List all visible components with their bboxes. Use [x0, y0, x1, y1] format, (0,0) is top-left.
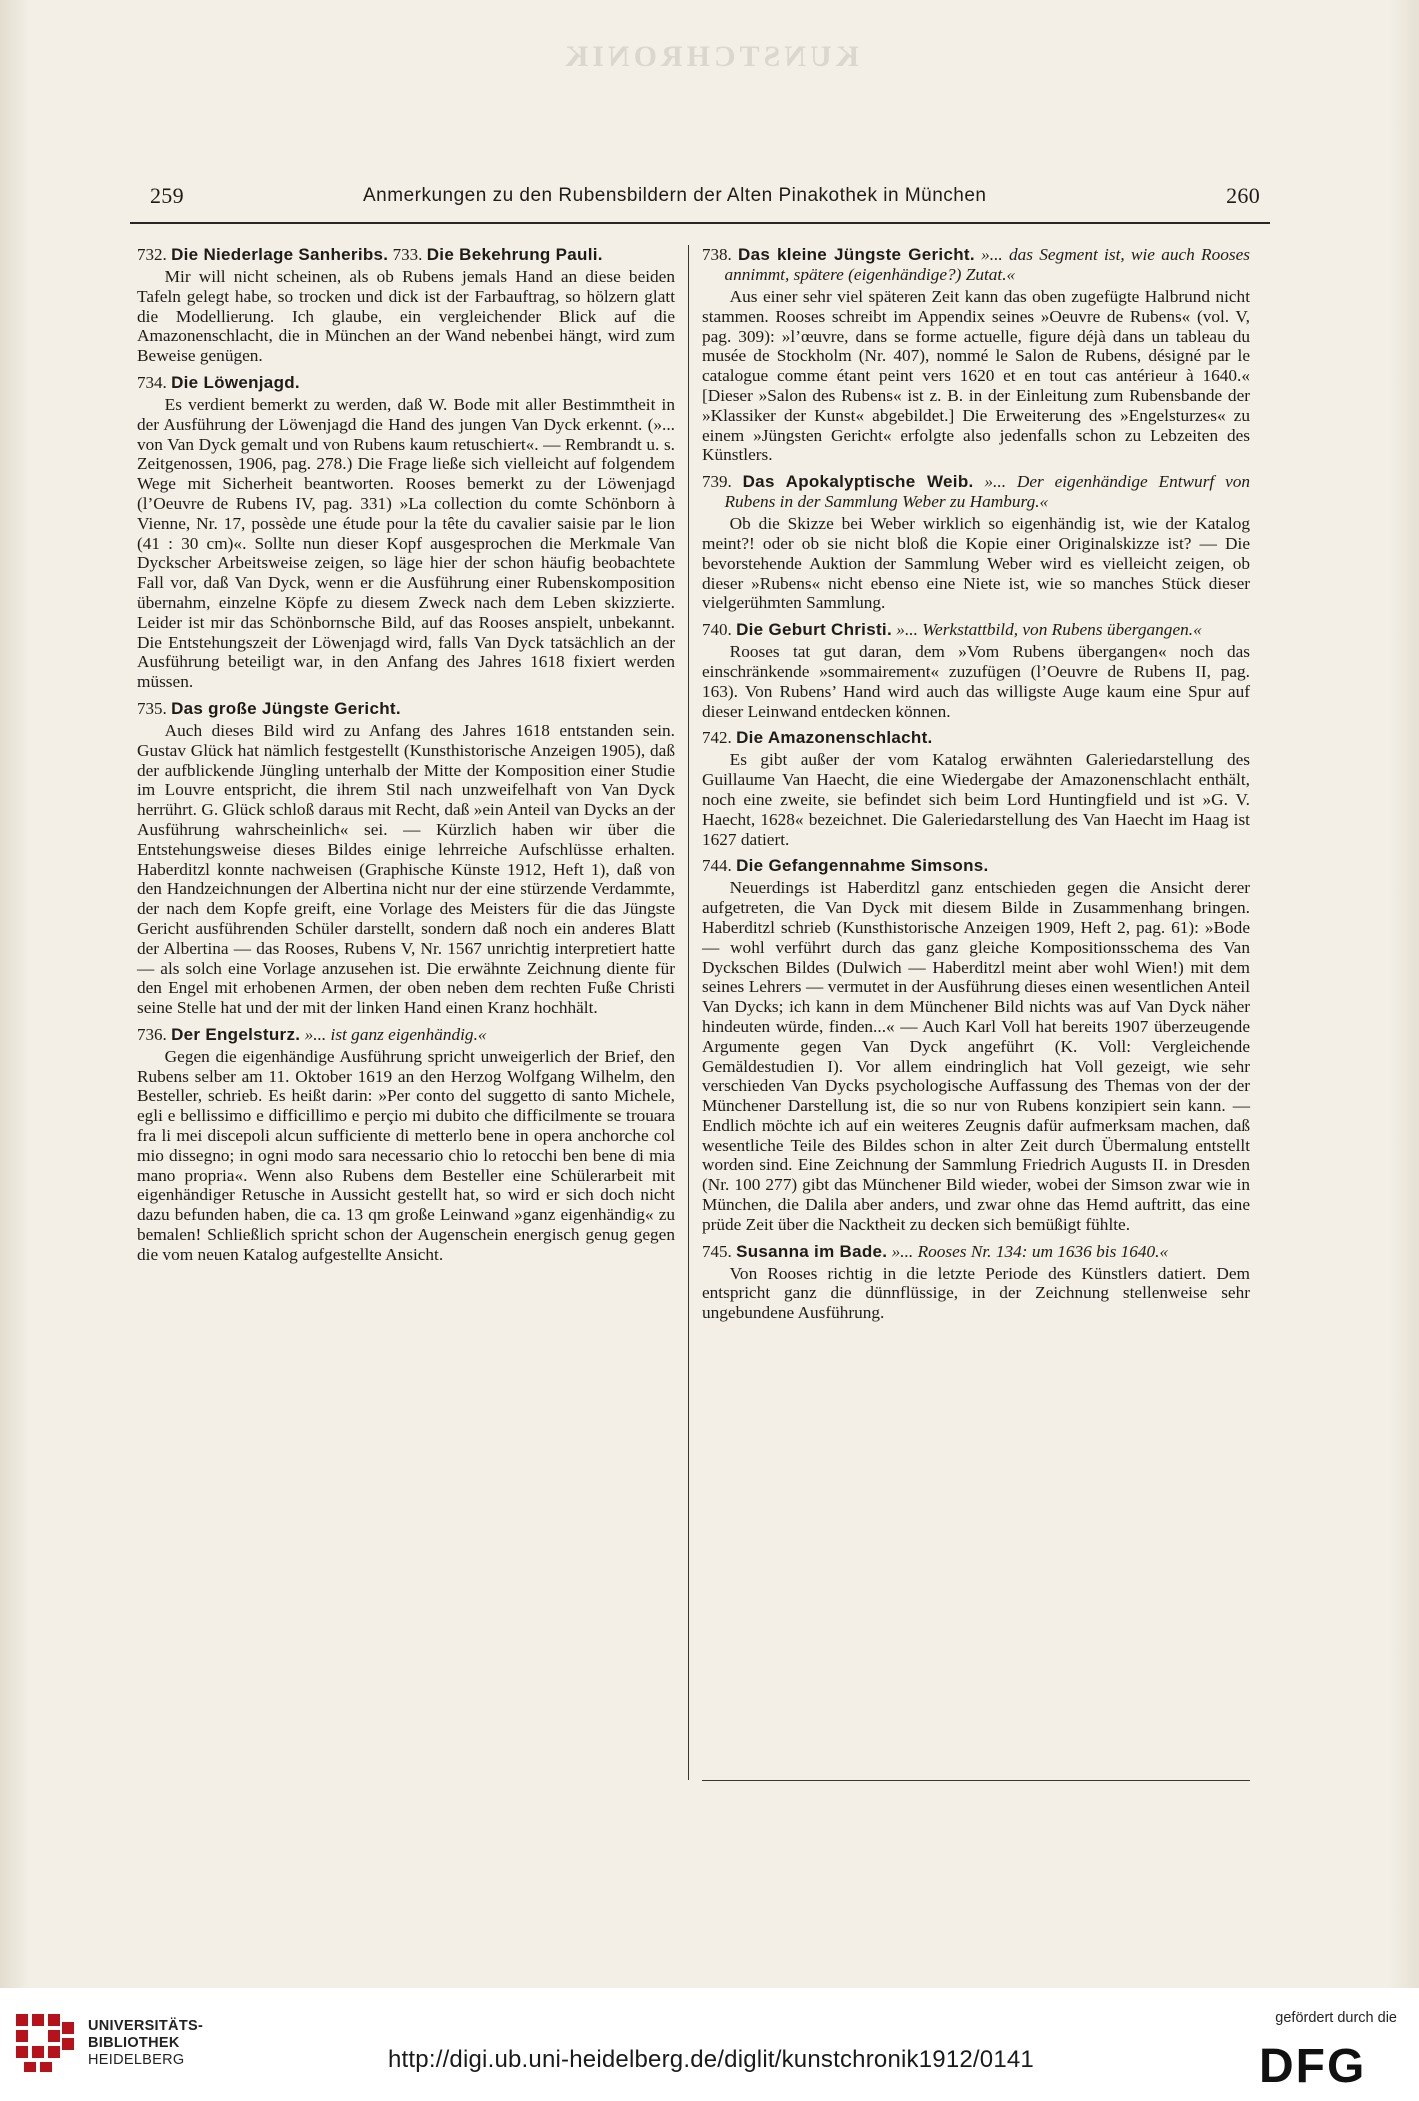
entry-paragraph: Es gibt außer der vom Katalog erwähnten Galeriedarstellung des Guillaume Van Haecht, die eine Wiedergabe der Amazonenschlacht enthält, noch eine zweite, sie befindet sich beim Lord Huntingfield und ist »G. V. Haecht, 1628« bezeichnet. Die Galeriedarstellung des Van Haecht im Haag ist 1627 datiert. [702, 750, 1250, 849]
entry-paragraph: Neuerdings ist Haberditzl ganz entschieden gegen die Ansicht derer aufgetreten, die Van Dyck mit diesem Bilde in Zusammenhang bringen. Haberditzl schrieb (Kunsthistorische Anzeigen 1909, Heft 2, pag. 61): »Bode — wohl verführt durch das ganz gleiche Kompositionsschema des Van Dyckschen Bildes (Dulwich — Haberditzl meint aber wohl Wien!) mit dem seines Lehrers — vermutet in der Ausführung dieses einen wesentlichen Anteil Van Dycks; ich kann in dem Münchener Bild nichts was auf Van Dyck näher hindeuten würde, finden...« — Auch Karl Voll hat bereits 1907 überzeugende Argumente gegen Van Dyck angeführt (K. Voll: Vergleichende Gemäldestudien I). Vor allem eindringlich hat Voll gezeigt, wie sehr verschieden Van Dycks psychologische Auffassung des Themas von der der Münchener Darstellung ist, die so nur von Rubens konzipiert sein kann. — Endlich möchte ich auf ein weiteres Zeugnis dafür aufmerksam machen, daß wesentliche Teile des Bildes schon in alter Zeit durch Übermalung entstellt worden sind. Eine Zeichnung der Sammlung Friedrich Augusts II. in Dresden (Nr. 100 277) gibt das Münchener Bild wieder, wobei der Simson zwar wie in München, die Dalila aber anders, und zwar ohne das Hemd auftritt, das eine prüde Zeit über die Nacktheit zu decken sich bemüßigt fühlte. [702, 878, 1250, 1234]
entry-title: Die Geburt Christi. [736, 620, 892, 640]
running-title: Anmerkungen zu den Rubensbildern der Alten Pinakothek in München [363, 185, 987, 206]
column-divider [688, 245, 689, 1780]
entry-heading [137, 373, 675, 393]
entry-number: 738. [702, 245, 732, 264]
catalog-quote: »... Werkstattbild, von Rubens übergangen.« [896, 620, 1202, 640]
footer-bar [0, 1988, 1419, 2101]
university-seal-icon [14, 2012, 76, 2074]
entry-title: Das große Jüngste Gericht. [171, 698, 401, 718]
catalog-quote: »... Rooses Nr. 134: um 1636 bis 1640.« [891, 1241, 1169, 1261]
catalog-entry [137, 1025, 675, 1265]
source-url-link[interactable]: http://digi.ub.uni-heidelberg.de/diglit/kunstchronik1912/0141 [388, 2046, 1034, 2073]
entry-heading [702, 472, 1250, 512]
library-line: UNIVERSITÄTS- [88, 2018, 204, 2034]
end-rule [702, 1780, 1250, 1781]
catalog-entry [137, 699, 675, 1018]
entry-title: Der Engelsturz. [171, 1024, 301, 1044]
library-line: HEIDELBERG [88, 2052, 185, 2068]
entry-number: 745. [702, 1241, 732, 1261]
entry-paragraph: Mir will nicht scheinen, als ob Rubens jemals Hand an diese beiden Tafeln gelegt habe, so trocken und dick ist der Farbauftrag, so hölzern glatt die Modellierung. Ich glaube, ein vergleichender Blick auf die Amazonenschlacht, die in München an der Wand nebenbei hängt, wird zum Beweise genügen. [137, 267, 675, 366]
header-rule [130, 222, 1270, 224]
catalog-quote: »... Der eigenhändige Entwurf von Rubens in der Sammlung Weber zu Hamburg.« [724, 472, 1251, 512]
catalog-entry [702, 856, 1250, 1234]
entry-number: 732. [137, 245, 167, 264]
catalog-quote: »... das Segment ist, wie auch Rooses annimmt, spätere (eigenhändige?) Zutat.« [724, 245, 1250, 284]
catalog-entry [702, 728, 1250, 849]
entry-title: Die Gefangennahme Simsons. [736, 856, 989, 876]
entry-title: Susanna im Bade. [736, 1241, 888, 1261]
entry-title: Das Apokalyptische Weib. [742, 472, 974, 492]
entry-paragraph: Ob die Skizze bei Weber wirklich so eigenhändig ist, wie der Katalog meint?! oder ob sie nicht bloß die Kopie einer Originalskizze ist? — Die bevorstehende Auktion der Sammlung Weber wird es vielleicht zeigen, ob dieser »Rubens« nicht ebenso eine Niete ist, wie so manches Stück dieser vielgerühmten Sammlung. [702, 514, 1250, 613]
dfg-logo [1257, 2038, 1397, 2088]
entry-heading [137, 699, 675, 719]
entry-paragraph: Rooses tat gut daran, dem »Vom Rubens übergangen« noch das einschränkende »sommairement« zuzufügen (l’Oeuvre de Rubens II, pag. 163). Von Rubens’ Hand wird auch das willigste Auge kaum eine Spur auf dieser Leinwand entdecken können. [702, 642, 1250, 721]
entry-heading [702, 245, 1250, 285]
left-column [137, 245, 675, 1272]
entry-number: 742. [702, 728, 732, 748]
entry-paragraph: Gegen die eigenhändige Ausführung spricht unweigerlich der Brief, den Rubens selber am 11. Oktober 1619 an den Herzog Wolfgang Wilhelm, den Besteller, schrieb. Es heißt darin: »Per conto del suggetto di santo Michele, egli e bellissimo e difficillimo e perçio mi dubito che difficilmente se trouara fra li mei discepoli alcun sufficiente di metterlo bene in opera anchorche col mio dissegno; in ogni modo sara necessario chio lo retocchi ben bene di mia mano propria«. Wenn also Rubens dem Besteller eine Schülerarbeit mit eigenhändiger Retusche in Aussicht gestellt hat, so wird er sich doch nicht dazu befunden haben, die ca. 13 qm große Leinwand »ganz eigenhändig« zu bemalen! Schließlich spricht schon der Augenschein energisch genug gegen die vom neuen Katalog aufgestellte Ansicht. [137, 1046, 675, 1264]
running-header [150, 183, 1260, 213]
library-line: BIBLIOTHEK [88, 2035, 180, 2051]
funder-label: gefördert durch die [1275, 2010, 1397, 2026]
entry-heading [702, 1242, 1250, 1262]
bleed-through-text: KUNSTCHRONIK [560, 40, 860, 73]
page-number-right: 260 [1226, 183, 1260, 208]
catalog-entry [702, 472, 1250, 613]
entry-number: 733. [392, 245, 423, 264]
entry-number: 734. [137, 372, 167, 392]
entry-heading [702, 728, 1250, 748]
library-name [88, 2018, 203, 2069]
entry-paragraph: Von Rooses richtig in die letzte Periode des Künstlers datiert. Dem entspricht ganz die dünnflüssige, in der Zeichnung stellenweise sehr ungebundene Ausführung. [702, 1263, 1250, 1323]
entry-number: 744. [702, 856, 732, 876]
entry-heading [137, 245, 675, 265]
entry-title: Die Bekehrung Pauli. [426, 245, 603, 264]
entry-heading [702, 620, 1250, 640]
entry-paragraph: Auch dieses Bild wird zu Anfang des Jahres 1618 entstanden sein. Gustav Glück hat nämlich festgestellt (Kunsthistorische Anzeigen 1905), daß der aufblickende Jüngling unterhalb der Mitte der Komposition einer Studie im Louvre entspricht, die ihrem Stil nach unzweifelhaft von Van Dyck herrührt. G. Glück schloß daraus mit Recht, daß »ein Anteil van Dycks an der Ausführung wahrscheinlich« sei. — Kürzlich haben wir über die Entstehungsweise dieses Bildes einige lehrreiche Aufschlüsse erhalten. Haberditzl konnte nachweisen (Graphische Künste 1912, Heft 1), daß von den Handzeichnungen der Albertina nicht nur der eine stürzende Verdammte, der nach dem Kopfe greift, eine Vorlage des Meisters für die das Jüngste Gericht ausführenden Schüler darstellt, sondern daß noch ein anderes Blatt der Albertina — das Rooses, Rubens V, Nr. 1567 unrichtig interpretiert hatte — als solch eine Vorlage anzusehen ist. Die erwähnte Zeichnung diente für den Engel mit erhobenen Armen, der oben neben dem rechten Fuße Christi seine Stelle hat und der mit der linken Hand einen Kranz hochhält. [137, 720, 675, 1018]
catalog-entry [137, 373, 675, 692]
catalog-entry [702, 620, 1250, 721]
entry-number: 739. [702, 472, 732, 492]
page-number-left: 259 [150, 183, 184, 208]
catalog-entry [702, 245, 1250, 465]
catalog-entry [702, 1242, 1250, 1323]
entry-title: Das kleine Jüngste Gericht. [738, 245, 975, 264]
catalog-entry [137, 245, 675, 366]
entry-number: 735. [137, 698, 167, 718]
entry-title: Die Niederlage Sanheribs. [171, 245, 389, 264]
dfg-logo-text: DFG [1259, 2040, 1367, 2088]
entry-number: 740. [702, 620, 732, 640]
entry-paragraph: Es verdient bemerkt zu werden, daß W. Bode mit aller Bestimmtheit in der Ausführung der Löwenjagd die Hand des jungen Van Dyck erkennt. (»... von Van Dyck gemalt und von Rubens kaum retuschiert«. — Rembrandt u. s. Zeitgenossen, 1906, pag. 278.) Die Frage ließe sich vielleicht auf folgendem Wege mit Sicherheit beantworten. Rooses bemerkt zu der Löwenjagd (l’Oeuvre de Rubens IV, pag. 331) »La collection du comte Schönborn à Vienne, Nr. 17, possède une étude pour la tête du cavalier saisie par le lion (41 : 30 cm)«. Sollte nun dieser Kopf ausgesprochen die Merkmale Van Dyckscher Arbeitsweise zeigen, so läge hier der schon häufig beobachtete Fall vor, daß Van Dyck, wenn er die Ausführung einer Rubenskomposition übernahm, einzelne Köpfe zu diesem Zweck nach dem Leben skizzierte. Leider ist mir das Schönbornsche Bild, auf das Rooses anspielt, unbekannt. Die Entstehungszeit der Löwenjagd wird, falls Van Dyck tatsächlich an der Ausführung beteiligt war, in den Anfang des Jahres 1618 fixiert werden müssen. [137, 394, 675, 692]
entry-title: Die Löwenjagd. [171, 372, 300, 392]
entry-heading [702, 856, 1250, 876]
entry-title: Die Amazonenschlacht. [736, 728, 933, 748]
entry-heading [137, 1025, 675, 1045]
catalog-quote: »... ist ganz eigenhändig.« [304, 1024, 487, 1044]
entry-number: 736. [137, 1024, 167, 1044]
entry-paragraph: Aus einer sehr viel späteren Zeit kann das oben zugefügte Halbrund nicht stammen. Rooses schreibt im Appendix seines »Oeuvre de Rubens« (vol. V, pag. 309): »l’œuvre, dans se forme actuelle, figure déjà dans un tableau du musée de Stockholm (Nr. 407), nommé le Salon de Rubens, désigné par le catalogue comme étant peint vers 1620 et en tout cas antérieur à 1640.« [Dieser »Salon des Rubens« ist z. B. in der Einleitung zum Rubensbande der »Klassiker der Kunst« abgebildet.] Die Erweiterung des »Engelsturzes« zu einem »Jüngsten Gericht« erfolgte also jedenfalls schon zu Lebzeiten des Künstlers. [702, 287, 1250, 465]
right-column [702, 245, 1250, 1330]
